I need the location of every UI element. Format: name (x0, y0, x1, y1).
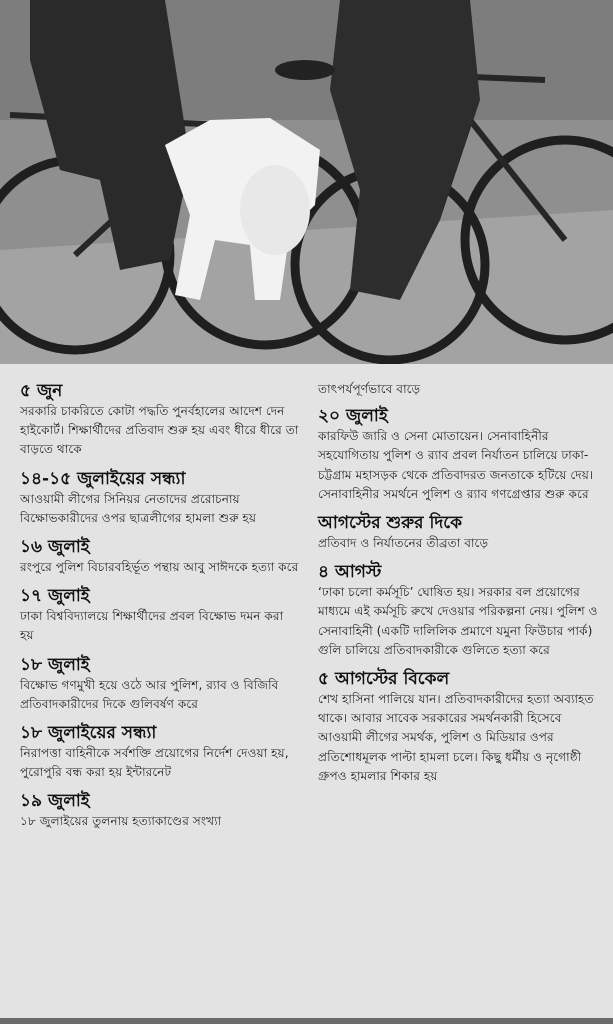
entry-text: কারফিউ জারি ও সেনা মোতায়েন। সেনাবাহিনীর সহযোগিতায় পুলিশ ও র‍্যাব প্রবল নির্যাতন চালিয়ে ঢাকা-চট্টগ্রাম মহাসড়ক থেকে প্রতিবাদরত জনতাকে হটিয়ে দেয়। সেনাবাহিনীর সমর্থনে পুলিশ ও র‍্যাব গণগ্রেপ্তার শুরু করে (318, 429, 594, 501)
timeline-entry (20, 380, 300, 460)
entry-text: নিরাপত্তা বাহিনীকে সর্বশক্তি প্রয়োগের নির্দেশ দেওয়া হয়, পুরোপুরি বন্ধ করা হয় ইন্টারনেট (20, 746, 289, 780)
timeline-entry (20, 654, 300, 714)
entry-date: ১৮ জুলাই (20, 654, 90, 675)
entry-date: ১৬ জুলাই (20, 537, 90, 558)
entry-date: ১৪-১৫ জুলাইয়ের সন্ধ্যা (20, 468, 186, 489)
entry-date: ১৮ জুলাইয়ের সন্ধ্যা (20, 723, 157, 744)
timeline-entry (318, 405, 603, 504)
timeline-entry (20, 722, 300, 782)
entry-date: আগস্টের শুরুর দিকে (318, 513, 462, 534)
entry-continuation-text: তাৎপর্যপূর্ণভাবে বাড়ে (318, 382, 421, 396)
timeline-entry (20, 468, 300, 528)
timeline-entry (20, 790, 300, 831)
entry-text: বিক্ষোভ গণমুখী হয়ে ওঠে আর পুলিশ, র‍্যাব ও বিজিবি প্রতিবাদকারীদের দিকে গুলিবর্ষণ করে (20, 677, 279, 711)
entry-date: ১৯ জুলাই (20, 791, 90, 812)
timeline-entry (20, 536, 300, 577)
timeline-entry (318, 561, 603, 660)
entry-text: আওয়ামী লীগের সিনিয়র নেতাদের প্ররোচনায় বিক্ষোভকারীদের ওপর ছাত্রলীগের হামলা শুরু হয় (20, 491, 257, 525)
entry-text: প্রতিবাদ ও নির্যাতনের তীব্রতা বাড়ে (318, 536, 489, 551)
entry-text: ‘ঢাকা চলো কর্মসূচি’ ঘোষিত হয়। সরকার বল প্রয়োগের মাধ্যমে এই কর্মসূচি রুখে দেওয়ার পরিকল্পনা নেয়। পুলিশ ও সেনাবাহিনী (একটি দালিলিক প্রমাণে যমুনা ফিউচার পার্ক) গুলি চালিয়ে প্রতিবাদকারীকে গুলিতে হত্যা করে (318, 585, 598, 657)
timeline-entry (20, 585, 300, 645)
bicycle-scene-illustration (0, 0, 613, 364)
header-illustration (0, 0, 613, 364)
entry-date: ১৭ জুলাই (20, 586, 90, 607)
entry-date: ৫ আগস্টের বিকেল (318, 669, 450, 690)
entry-text: রংপুরে পুলিশ বিচারবহির্ভূত পন্থায় আবু সাঈদকে হত্যা করে (20, 560, 299, 575)
bottom-border (0, 1018, 613, 1024)
timeline-right-column (318, 380, 603, 794)
timeline-entry (318, 668, 603, 786)
entry-date: ২০ জুলাই (318, 406, 388, 427)
entry-text: শেখ হাসিনা পালিয়ে যান। প্রতিবাদকারীদের হত্যা অব্যাহত থাকে। আবার সাবেক সরকারের সমর্থনকারী হিসেবে আওয়ামী লীগের সমর্থক, পুলিশ ও মিডিয়ার ওপর প্রতিশোধমূলক পাল্টা হামলা চলে। কিছু ধর্মীয় ও নৃগোষ্ঠী গ্রুপও হামলার শিকার হয় (318, 692, 594, 783)
entry-date: ৪ আগস্ট (318, 562, 382, 583)
timeline-entry (318, 512, 603, 553)
entry-text: ঢাকা বিশ্ববিদ্যালয়ে শিক্ষার্থীদের প্রবল বিক্ষোভ দমন করা হয় (20, 609, 284, 643)
entry-text: ১৮ জুলাইয়ের তুলনায় হত্যাকাণ্ডের সংখ্যা (20, 814, 222, 829)
timeline-left-column (20, 380, 300, 840)
entry-date: ৫ জুন (20, 381, 63, 401)
entry-text: সরকারি চাকরিতে কোটা পদ্ধতি পুনর্বহালের আদেশ দেন হাইকোর্ট। শিক্ষার্থীদের প্রতিবাদ শুরু হয় এবং ধীরে ধীরে তা বাড়তে থাকে (20, 404, 299, 457)
